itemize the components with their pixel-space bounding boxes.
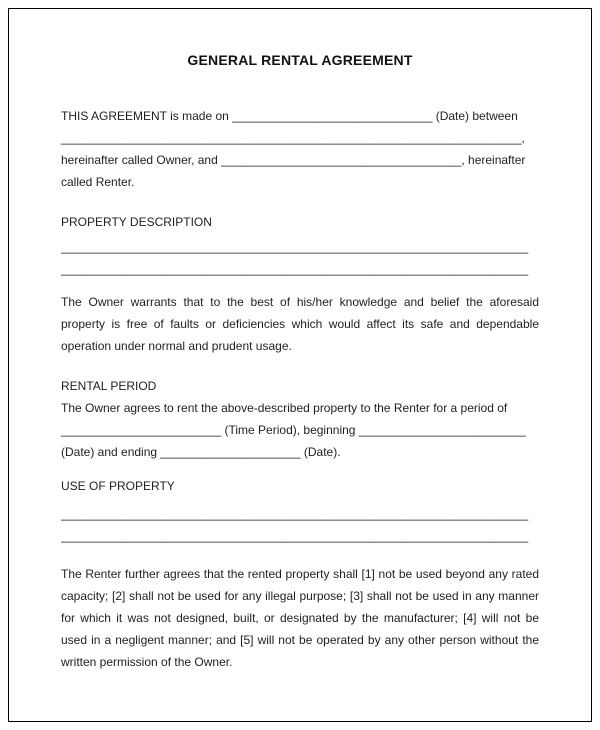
use-of-property-blank-line: ______________________________________________________________________ bbox=[61, 507, 529, 521]
document-title: GENERAL RENTAL AGREEMENT bbox=[187, 52, 413, 68]
agreement-intro-paragraph: THIS AGREEMENT is made on ______________________________ (Date) between _____________________________________________________________________, hereinafter called Owner, and ____________________________________, hereinafter called Renter. bbox=[61, 109, 526, 189]
document-page bbox=[8, 8, 592, 722]
property-description-blank-line: ______________________________________________________________________ bbox=[61, 240, 529, 254]
section-property-description bbox=[61, 211, 539, 357]
property-description-heading: PROPERTY DESCRIPTION bbox=[61, 215, 212, 229]
renter-obligations-paragraph: The Renter further agrees that the rented property shall [1] not be used beyond any rated capacity; [2] shall not be used for any illegal purpose; [3] shall not be used in any manner for which it was not designed, built, or designated by the manufacturer; [4] will not be used in a negligent manner; and [5] will not be operated by any other person without the written permission of the Owner. bbox=[61, 567, 539, 669]
property-description-blank-line: ______________________________________________________________________ bbox=[61, 262, 529, 276]
use-of-property-blank-line: ______________________________________________________________________ bbox=[61, 529, 529, 543]
use-of-property-heading: USE OF PROPERTY bbox=[61, 479, 175, 493]
rental-period-paragraph: The Owner agrees to rent the above-described property to the Renter for a period of ________________________ (Time Period), beginning _________________________ (Date) and ending _____________________ (Date). bbox=[61, 401, 526, 459]
rental-period-heading: RENTAL PERIOD bbox=[61, 379, 157, 393]
section-rental-period bbox=[61, 375, 539, 463]
owner-warranty-paragraph: The Owner warrants that to the best of his/her knowledge and belief the aforesaid property is free of faults or deficiencies which would affect its safe and dependable operation under normal and prudent usage. bbox=[61, 295, 539, 353]
section-use-of-property bbox=[61, 475, 539, 673]
